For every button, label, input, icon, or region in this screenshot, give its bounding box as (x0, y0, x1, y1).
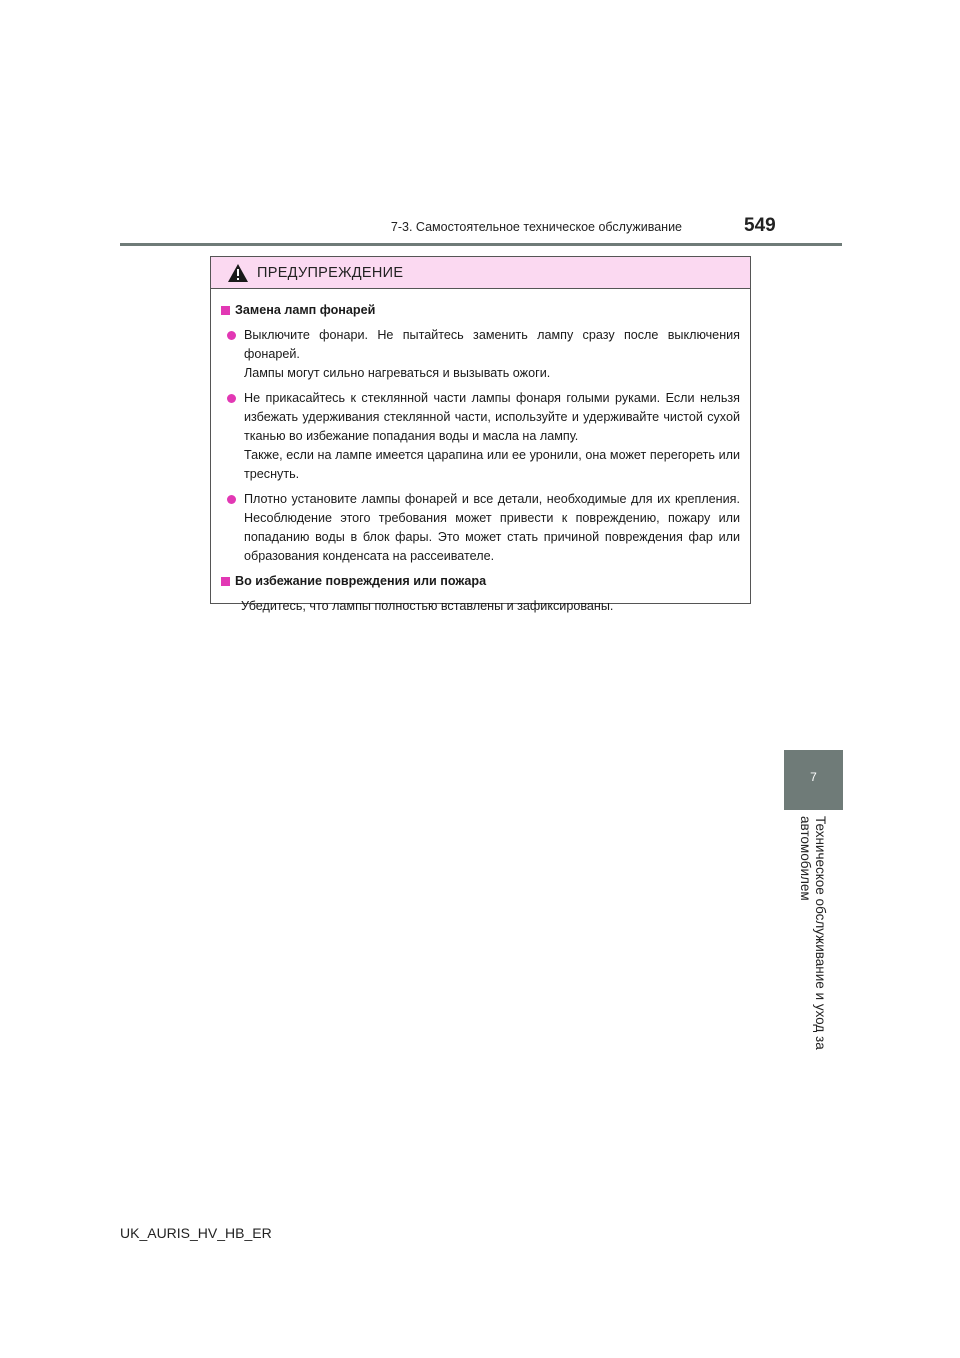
section-heading-lamp-replacement: Замена ламп фонарей (221, 301, 740, 320)
circle-bullet-icon (227, 331, 236, 340)
square-bullet-icon (221, 306, 230, 315)
bullet-paragraph: Также, если на лампе имеется царапина или ее уронили, она может перегореть или треснуть. (244, 448, 740, 481)
square-bullet-icon (221, 577, 230, 586)
warning-triangle-icon (227, 263, 249, 283)
list-item (221, 389, 740, 484)
chapter-title: Техническое обслуживание и уход за автомобилем (798, 816, 828, 1050)
section-heading-avoid-damage: Во избежание повреждения или пожара (221, 572, 740, 591)
circle-bullet-icon (227, 394, 236, 403)
chapter-number: 7 (810, 770, 817, 784)
bullet-paragraph: Лампы могут сильно нагреваться и вызывать ожоги. (244, 366, 551, 380)
bullet-paragraph: Плотно установите лампы фонарей и все детали, необходимые для их крепления. Несоблюдение этого требования может привести к повреждению, пожару или попаданию воды в блок фары. Это может стать причиной повреждения фар или образования конденсата на рассеивателе. (244, 492, 740, 563)
list-item (221, 326, 740, 383)
chapter-tab (784, 750, 843, 810)
circle-bullet-icon (227, 495, 236, 504)
warning-header (211, 257, 750, 289)
page-number: 549 (744, 215, 776, 236)
section-text: Убедитесь, что лампы полностью вставлены и зафиксированы. (241, 599, 614, 613)
section-title: 7-3. Самостоятельное техническое обслуживание (390, 220, 682, 234)
warning-title: ПРЕДУПРЕЖДЕНИЕ (257, 264, 404, 281)
header-divider (120, 243, 842, 246)
list-item (221, 490, 740, 566)
bullet-paragraph: Выключите фонари. Не пытайтесь заменить лампу сразу после выключения фонарей. (244, 328, 740, 361)
warning-box (210, 256, 751, 613)
document-code: UK_AURIS_HV_HB_ER (120, 1225, 272, 1241)
bullet-paragraph: Не прикасайтесь к стеклянной части лампы фонаря голыми руками. Если нельзя избежать удерживания стеклянной части, используйте и удерживайте чистой сухой тканью во избежание попадания воды и масла на лампу. (244, 391, 740, 443)
warning-body (211, 289, 750, 616)
